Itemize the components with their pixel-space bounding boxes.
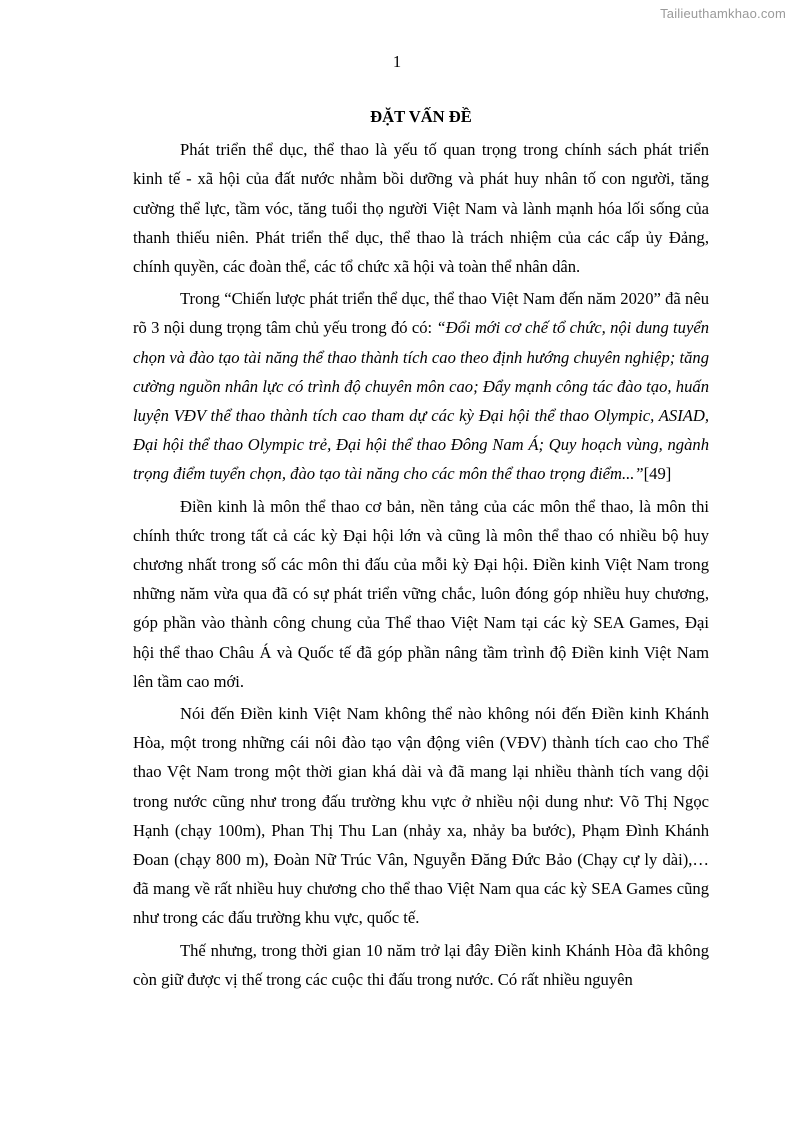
paragraph-3: Điền kinh là môn thể thao cơ bản, nền tảng của các môn thể thao, là môn thi chính thức trong tất cả các kỳ Đại hội lớn và cũng là môn thể thao có nhiều bộ huy chương nhất trong số các môn thi đấu của mỗi kỳ Đại hội. Điền kinh Việt Nam trong những năm vừa qua đã có sự phát triển vững chắc, luôn đóng góp nhiều huy chương, góp phần vào thành công chung của Thể thao Việt Nam tại các kỳ SEA Games, Đại hội thể thao Châu Á và Quốc tế đã góp phần nâng tầm trình độ Điền kinh Việt Nam lên tầm cao mới. — [133, 496, 709, 691]
page-number: 1 — [392, 52, 402, 71]
section-title: ĐẶT VẤN ĐỀ — [370, 107, 472, 126]
paragraph-5: Thế nhưng, trong thời gian 10 năm trở lại đây Điền kinh Khánh Hòa đã không còn giữ được vị thế trong các cuộc thi đấu trong nước. Có rất nhiều nguyên — [133, 940, 709, 989]
paragraph-2-lead: Trong “Chiến lược phát triển thể dục, thể thao Việt Nam đến năm 2020” đã nêu rõ 3 nội dung trọng tâm chủ yếu trong đó có: — [133, 289, 709, 338]
document-body — [133, 102, 709, 997]
paragraph-1: Phát triển thể dục, thể thao là yếu tố quan trọng trong chính sách phát triển kinh tế - xã hội của đất nước nhằm bồi dưỡng và phát huy nhân tố con người, tăng cường thể lực, tầm vóc, tăng tuổi thọ người Việt Nam và lành mạnh hóa lối sống của thanh thiếu niên. Phát triển thể dục, thể thao là trách nhiệm của các cấp ủy Đảng, chính quyền, các đoàn thể, các tổ chức xã hội và toàn thể nhân dân. — [133, 140, 709, 277]
paragraph-2-quote: “Đổi mới cơ chế tổ chức, nội dung tuyển chọn và đào tạo tài năng thể thao thành tích cao theo định hướng chuyên nghiệp; tăng cường nguồn nhân lực có trình độ chuyên môn cao; Đẩy mạnh công tác đào tạo, huấn luyện VĐV thể thao thành tích cao tham dự các kỳ Đại hội thể thao Olympic, ASIAD, Đại hội thể thao Olympic trẻ, Đại hội thể thao Đông Nam Á; Quy hoạch vùng, ngành trọng điểm tuyển chọn, đào tạo tài năng cho các môn thể thao trọng điểm...” — [133, 318, 709, 484]
paragraph-2 — [133, 284, 709, 488]
paragraph-2-reference: [49] — [643, 464, 672, 484]
watermark: Tailieuthamkhao.com — [660, 6, 786, 21]
paragraph-4: Nói đến Điền kinh Việt Nam không thể nào không nói đến Điền kinh Khánh Hòa, một trong những cái nôi đào tạo vận động viên (VĐV) thành tích cao cho Thể thao Vệt Nam trong một thời gian khá dài và đã mang lại nhiều thành tích vang dội trong nước cũng như trong đấu trường khu vực ở nhiều nội dung như: Võ Thị Ngọc Hạnh (chạy 100m), Phan Thị Thu Lan (nhảy xa, nhảy ba bước), Phạm Đình Khánh Đoan (chạy 800 m), Đoàn Nữ Trúc Vân, Nguyễn Đăng Đức Bảo (Chạy cự ly dài),… đã mang về rất nhiều huy chương cho thể thao Việt Nam qua các kỳ SEA Games cũng như trong các đấu trường khu vực, quốc tế. — [133, 704, 709, 928]
